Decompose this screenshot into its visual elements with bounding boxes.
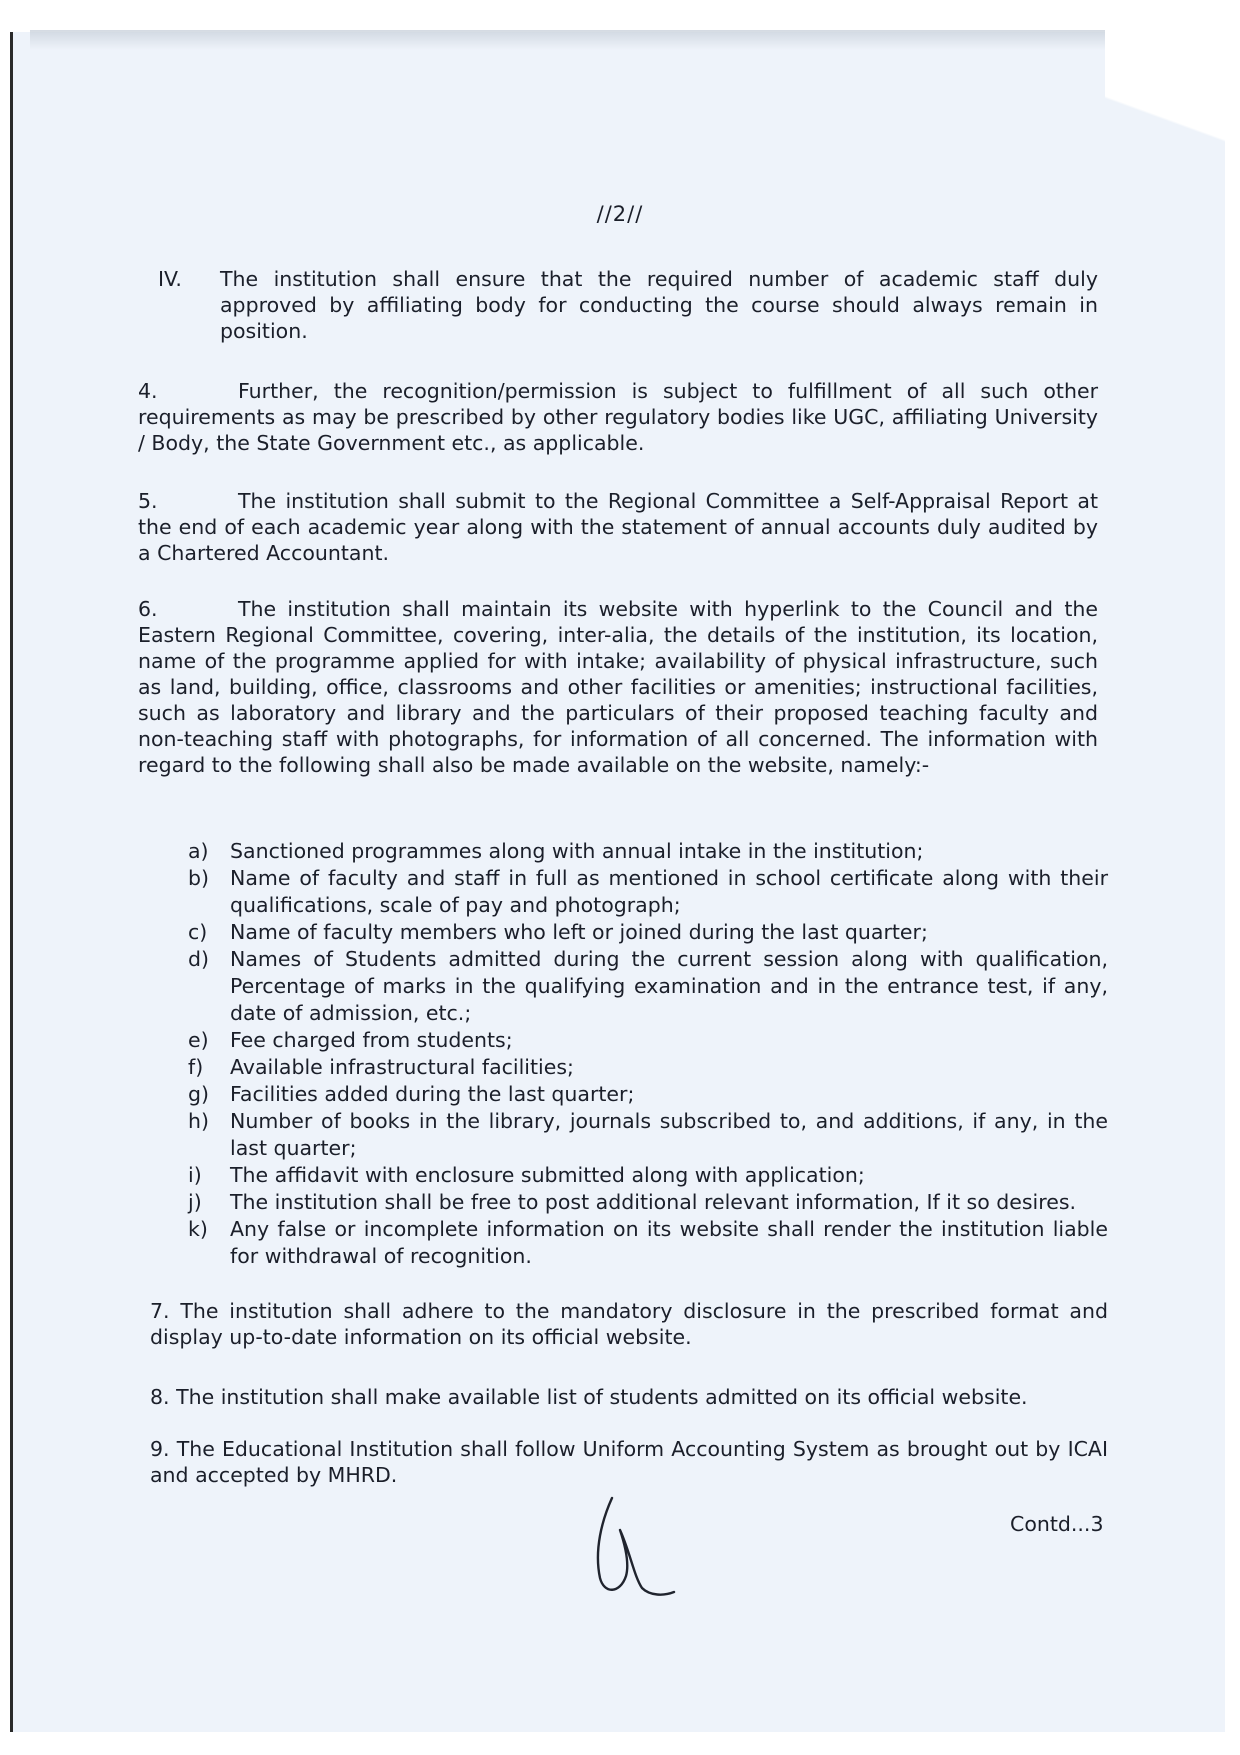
scan-shadow xyxy=(30,30,1180,50)
folded-corner xyxy=(1105,30,1225,230)
clause-7: 7. The institution shall adhere to the mandatory disclosure in the prescribed format and display up-to-date information on its official website. xyxy=(150,1299,1108,1349)
clause-iv-text: The institution shall ensure that the required number of academic staff duly approved by affiliating body for conducting the course should always remain in position. xyxy=(220,267,1098,343)
page-number: //2// xyxy=(596,202,644,226)
clause-4-label: 4. xyxy=(138,379,158,403)
signature-icon xyxy=(590,1490,680,1600)
clause-4 xyxy=(138,378,1098,456)
list-item: j) The institution shall be free to post additional relevant information, If it so desires. xyxy=(188,1190,1077,1214)
clause-6-text: The institution shall maintain its website with hyperlink to the Council and the Eastern Regional Committee, covering, inter-alia, the details of the institution, its location, name of the programme applied for with intake; availability of physical infrastructure, such as land, building, office, classrooms and other facilities or amenities; instructional facilities, such as laboratory and library and the particulars of their proposed teaching faculty and non-teaching staff with photographs, for information of all concerned. The information with regard to the following shall also be made available on the website, namely:- xyxy=(138,597,1098,777)
list-item: a) Sanctioned programmes along with annual intake in the institution; xyxy=(188,839,924,863)
clause-5 xyxy=(138,488,1098,566)
website-info-list xyxy=(188,838,1108,1270)
clause-6 xyxy=(138,596,1098,778)
continued-note: Contd...3 xyxy=(1010,1512,1104,1536)
list-item: f) Available infrastructural facilities; xyxy=(188,1055,574,1079)
clause-8: 8. The institution shall make available list of students admitted on its official website. xyxy=(150,1385,1028,1409)
list-item: c) Name of faculty members who left or joined during the last quarter; xyxy=(188,920,928,944)
clause-5-label: 5. xyxy=(138,489,158,513)
clause-4-text: Further, the recognition/permission is subject to fulfillment of all such other requirements as may be prescribed by other regulatory bodies like UGC, affiliating University / Body, the State Government etc., as applicable. xyxy=(138,379,1098,455)
list-item: i) The affidavit with enclosure submitted along with application; xyxy=(188,1163,865,1187)
list-item: e) Fee charged from students; xyxy=(188,1028,513,1052)
list-item: h) Number of books in the library, journals subscribed to, and additions, if any, in the last quarter; xyxy=(188,1109,1108,1160)
list-item: g) Facilities added during the last quarter; xyxy=(188,1082,635,1106)
clause-6-label: 6. xyxy=(138,597,158,621)
list-item: k) Any false or incomplete information on its website shall render the institution liable for withdrawal of recognition. xyxy=(188,1217,1108,1268)
clause-iv-label: IV. xyxy=(158,267,182,291)
clause-9: 9. The Educational Institution shall follow Uniform Accounting System as brought out by ICAI and accepted by MHRD. xyxy=(150,1437,1108,1487)
list-item: d) Names of Students admitted during the current session along with qualification, Percentage of marks in the qualifying examination and in the entrance test, if any, date of admission, etc.; xyxy=(188,947,1108,1025)
clause-iv xyxy=(158,266,1098,344)
list-item: b) Name of faculty and staff in full as mentioned in school certificate along with their qualifications, scale of pay and photograph; xyxy=(188,866,1108,917)
clause-5-text: The institution shall submit to the Regional Committee a Self-Appraisal Report at the end of each academic year along with the statement of annual accounts duly audited by a Chartered Accountant. xyxy=(138,489,1098,565)
